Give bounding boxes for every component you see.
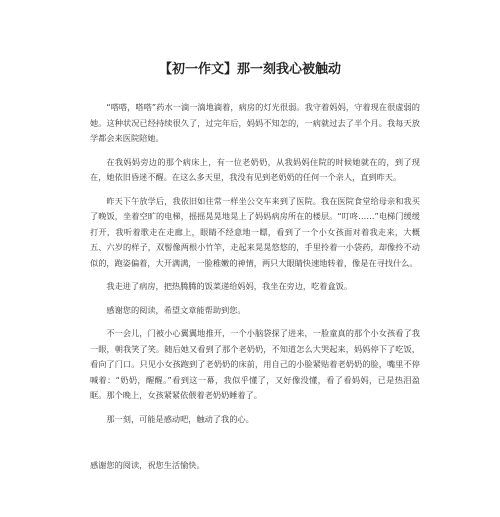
paragraph-1: “嗒嗒，嗒嗒”药水一滴一滴地滴着，病房的灯光很弱。我守着妈妈，守着现在很虚弱的她。这种状况已经持续很久了，过完年后，妈妈不知怎的，一病就过去了半个月。我每天放学都会来医院陪她。 [90, 102, 420, 143]
article-title: 【初一作文】那一刻我心被触动 [158, 62, 341, 77]
paragraph-7: 那一刻，可能是感动吧，触动了我的心。 [106, 413, 254, 424]
paragraph-6: 不一会儿，门被小心翼翼地推开，一个小脑袋探了进来，一脸童真的那个小女孩看了我一眼，朝我笑了笑。随后她又看到了那个老奶奶，不知道怎么大哭起来，妈妈停下了吃饭，看向了门口。只见小女孩跑到了老奶奶的床前，用自己的小脸紧贴着老奶奶的脸，嘴里不停喊着：“奶奶，醒醒。”看到这一幕，我似乎懂了，又好像没懂，看了看妈妈，已是热泪盈眶。那个晚上，女孩紧紧依偎着老奶奶睡着了。 [90, 328, 420, 400]
paragraph-3: 昨天下午放学后，我依旧如往常一样坐公交车来到了医院。我在医院食堂给母亲和我买了晚饭，坐着空旷的电梯，摇摇晃晃地晃上了妈妈病房所在的楼层。“叮咚……”电梯门缓缓打开，我听着歌走在走廊上，眼睛不经意地一瞟，看到了一个小女孩面对着我走来，大概五、六岁的样子，双髻像两根小竹竿，走起来晃晃悠悠的，手里拎着一小袋药，却像拎不动似的，跑姿偏着，大开满满，一脸稚嫩的神情，两只大眼睛快速地转着，像是在寻找什么。 [90, 195, 420, 268]
paragraph-4: 我走进了病房，把热腾腾的饭菜递给妈妈，我坐在旁边，吃着盒饭。 [106, 281, 353, 291]
closing-note: 感谢您的阅读，祝您生活愉快。 [90, 460, 205, 470]
article-body [90, 100, 420, 435]
paragraph-2: 在我妈妈旁边的那个病床上，有一位老奶奶，从我妈妈住院的时候她就在的，到了现在，她依旧昏迷不醒。在这么多天里，我没有见到老奶奶的任何一个亲人，直到昨天。 [90, 156, 420, 182]
paragraph-5: 感谢您的阅读，希望文章能帮助到您。 [106, 304, 246, 315]
